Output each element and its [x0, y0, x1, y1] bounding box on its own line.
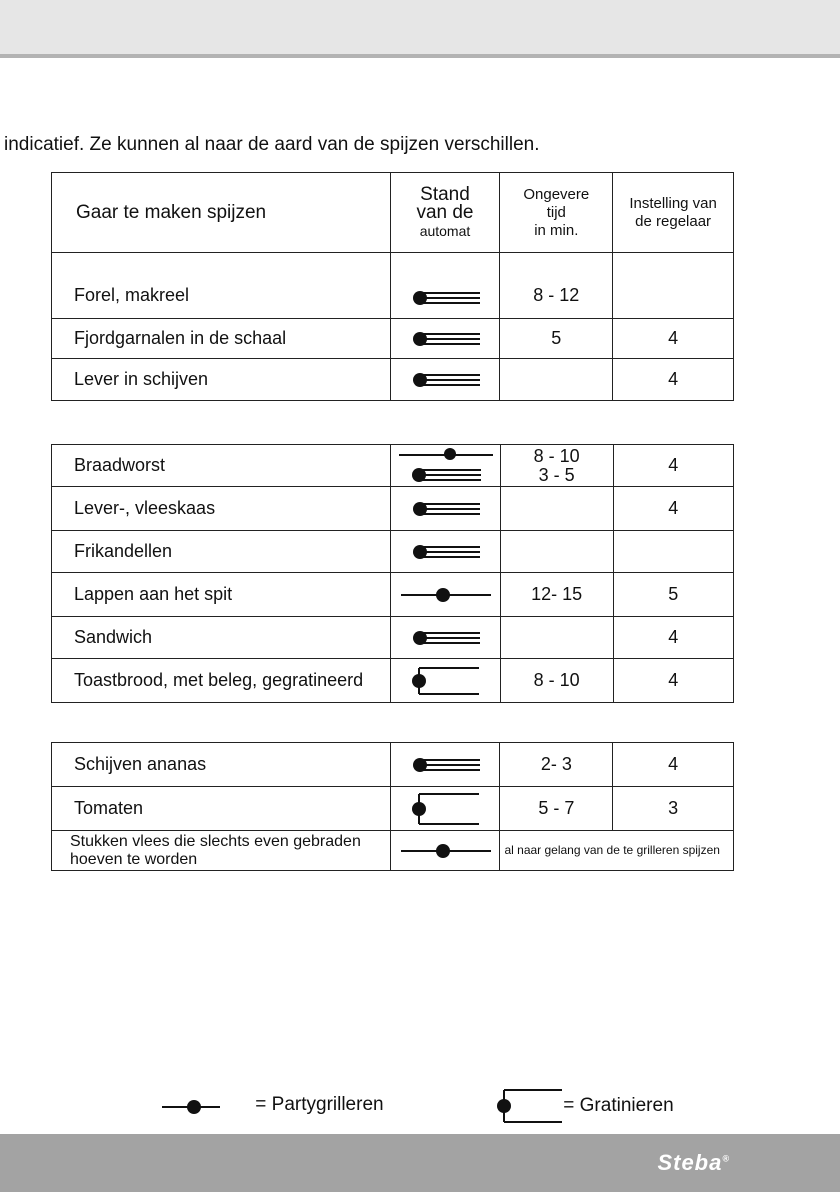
top-bar — [0, 0, 840, 58]
time-value: 2- 3 — [500, 743, 613, 787]
timing-note: al naar gelang van de te grilleren spijzen — [500, 831, 734, 871]
header-setting-line1: Instelling van — [629, 194, 717, 212]
dish-name: Frikandellen — [52, 531, 391, 573]
dish-name: Forel, makreel — [52, 253, 391, 319]
header-setting-line2: de regelaar — [635, 212, 712, 230]
time-value: 5 - 7 — [500, 787, 613, 831]
header-time-line3: in min. — [534, 221, 579, 239]
legend-gratin-label: = Gratinieren — [563, 1095, 674, 1116]
dish-name: Sandwich — [52, 617, 391, 659]
table-row — [52, 787, 734, 831]
legend-party — [160, 1094, 384, 1116]
time-value — [500, 359, 613, 401]
dish-name: Stukken vlees die slechts even gebraden hoeven te worden — [52, 831, 391, 871]
gratin-icon — [494, 1086, 564, 1126]
grill-position-icon — [390, 253, 500, 319]
time-value — [500, 531, 613, 573]
header-time-line1: Ongevere — [523, 185, 590, 203]
setting-value: 4 — [613, 617, 733, 659]
dish-name: Fjordgarnalen in de schaal — [52, 319, 391, 359]
time-value: 8 - 10 — [500, 659, 613, 703]
time-value: 8 - 12 — [500, 253, 613, 319]
time-value-a: 8 - 10 — [533, 445, 580, 466]
table-row — [52, 743, 734, 787]
table-meat — [51, 444, 734, 703]
setting-value: 4 — [613, 359, 734, 401]
table-row — [52, 573, 734, 617]
dish-name: Toastbrood, met beleg, gegratineerd — [52, 659, 391, 703]
time-value: 12- 15 — [500, 573, 613, 617]
dish-name: Schijven ananas — [52, 743, 391, 787]
setting-value: 4 — [613, 487, 733, 531]
partygrill-icon — [390, 831, 500, 871]
grill-position-icon — [390, 359, 500, 401]
table-row — [52, 359, 734, 401]
intro-text: indicatief. Ze kunnen al naar de aard van de spijzen verschillen. — [4, 134, 540, 155]
table-fish — [51, 172, 734, 401]
grill-position-icon — [390, 319, 500, 359]
grill-position-icon — [390, 617, 500, 659]
legend-party-label: = Partygrilleren — [255, 1094, 384, 1115]
time-value-b: 3 - 5 — [538, 464, 575, 485]
table-row — [52, 531, 734, 573]
partygrill-icon — [390, 573, 500, 617]
header-time — [500, 173, 613, 253]
header-stand-line1: Stand — [420, 183, 470, 205]
setting-value — [613, 253, 734, 319]
dish-name: Lever in schijven — [52, 359, 391, 401]
table-row — [52, 617, 734, 659]
table-header-row — [52, 173, 734, 253]
setting-value — [613, 531, 733, 573]
grill-combo-icon — [390, 445, 500, 487]
setting-value: 4 — [613, 659, 733, 703]
setting-value: 4 — [613, 319, 734, 359]
table-row — [52, 487, 734, 531]
gratin-icon — [390, 659, 500, 703]
header-stand-line3: automat — [419, 222, 471, 239]
grill-position-icon — [390, 487, 500, 531]
setting-value: 4 — [613, 743, 734, 787]
header-stand — [390, 173, 500, 253]
table-row — [52, 445, 734, 487]
dish-name: Lever-, vleeskaas — [52, 487, 391, 531]
time-value — [500, 617, 613, 659]
header-dishes: Gaar te maken spijzen — [52, 173, 391, 253]
bottom-bar — [0, 1134, 840, 1192]
setting-value: 4 — [613, 445, 733, 487]
grill-position-icon — [390, 743, 500, 787]
table-fruit — [51, 742, 734, 871]
brand-name: Steba — [657, 1150, 723, 1175]
grill-position-icon — [390, 531, 500, 573]
table-row — [52, 319, 734, 359]
header-setting — [613, 173, 734, 253]
setting-value: 5 — [613, 573, 733, 617]
table-row — [52, 831, 734, 871]
time-value — [500, 487, 613, 531]
gratin-icon — [390, 787, 500, 831]
dish-name: Braadworst — [52, 445, 391, 487]
header-stand-line2: van de — [416, 201, 474, 223]
legend-gratin — [494, 1086, 674, 1126]
brand-logo: Steba® — [657, 1150, 730, 1175]
dish-name: Tomaten — [52, 787, 391, 831]
setting-value: 3 — [613, 787, 734, 831]
table-row — [52, 253, 734, 319]
partygrill-icon — [160, 1095, 222, 1115]
time-value: 5 — [500, 319, 613, 359]
header-time-line2: tijd — [546, 203, 566, 221]
dish-name: Lappen aan het spit — [52, 573, 391, 617]
time-value — [500, 445, 613, 487]
table-row — [52, 659, 734, 703]
